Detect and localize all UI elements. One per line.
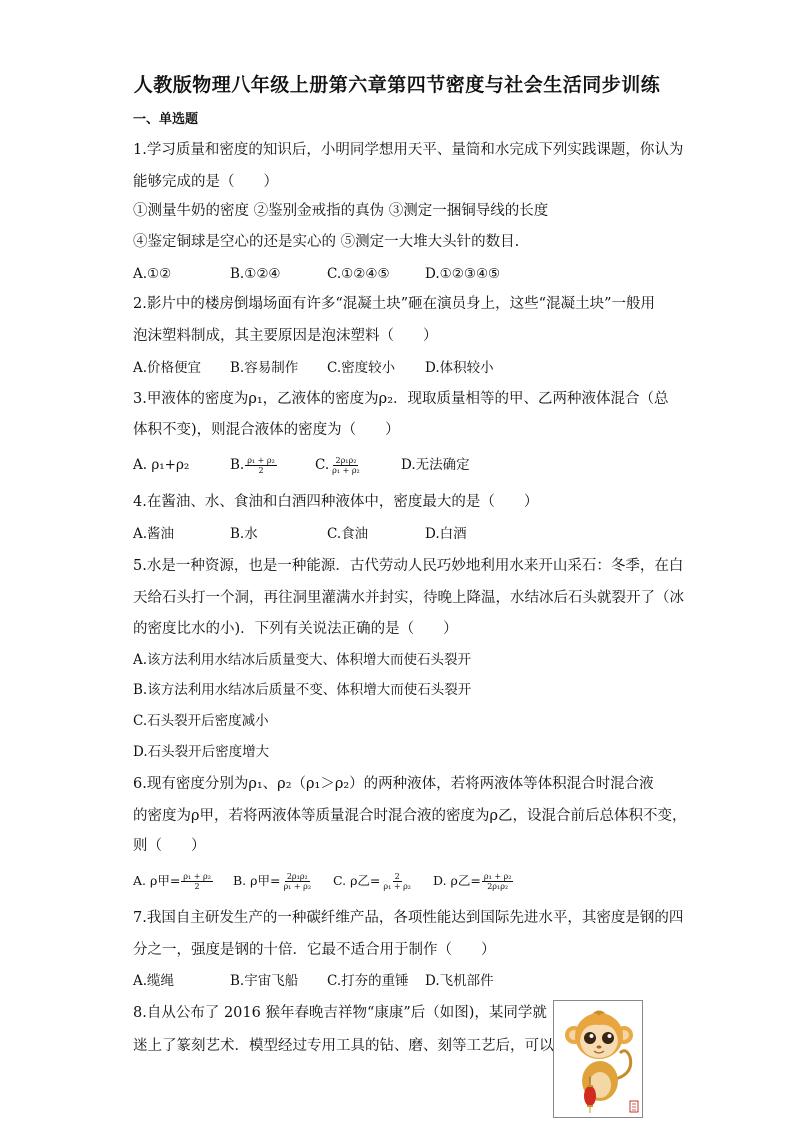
q6-option-c: [333, 871, 414, 891]
q1-option-d: D.①②③④⑤: [425, 266, 501, 282]
q6-option-c-label: C. ρ乙=: [333, 873, 381, 888]
fraction-numerator: ρ₁ + ρ₂: [183, 872, 211, 881]
q4-line-1: 4.在酱油、水、食油和白酒四种液体中，密度最大的是（ ）: [133, 494, 539, 510]
fraction-denominator: ρ₁ + ρ₂: [332, 466, 360, 475]
q8-line-1: 8.自从公布了 2016 猴年春晚吉祥物“康康”后（如图)，某同学就: [133, 1005, 547, 1021]
q6-option-b-label: B. ρ甲=: [233, 873, 281, 888]
fraction-numerator: 2: [394, 872, 400, 881]
q7-line-1: 7.我国自主研发生产的一种碳纤维产品，各项性能达到国际先进水平，其密度是钢的四: [133, 910, 684, 926]
q1-line-4: ④鉴定铜球是空心的还是实心的 ⑤测定一大堆大头针的数目.: [133, 234, 520, 250]
q6-option-a: [133, 871, 214, 891]
fraction-numerator: ρ₁ + ρ₂: [483, 872, 512, 881]
fraction-denominator: ρ₁ + ρ₂: [383, 882, 411, 891]
q5-option-d: D.石头裂开后密度增大: [133, 744, 270, 760]
q4-option-b: B.水: [230, 526, 258, 542]
fraction-numerator: ρ₁ + ρ₂: [247, 456, 275, 465]
q7-option-d: D.飞机部件: [425, 973, 494, 989]
q2-option-d: D.体积较小: [425, 360, 494, 376]
section-heading: 一、单选题: [133, 112, 199, 127]
q2-option-c: C.密度较小: [327, 360, 396, 376]
fraction-denominator: 2ρ₁ρ₂: [487, 882, 509, 891]
q2-option-a: A.价格便宜: [133, 360, 202, 376]
q3-option-d: D.无法确定: [401, 457, 470, 473]
q3-option-b: [230, 455, 278, 475]
q5-option-b: B.该方法利用水结冰后质量不变、体积增大而使石头裂开: [133, 682, 472, 698]
fraction-numerator: 2ρ₁ρ₂: [335, 456, 357, 465]
q8-line-2: 迷上了篆刻艺术．模型经过专用工具的钻、磨、刻等工艺后，可以: [133, 1038, 554, 1054]
q6-line-3: 则（ ）: [133, 838, 206, 854]
q6-option-d-fraction: [482, 872, 514, 891]
q2-line-2: 泡沫塑料制成，其主要原因是泡沫塑料（ ）: [133, 328, 438, 344]
monkey-illustration: [554, 1001, 642, 1117]
q6-option-b-fraction: [281, 872, 313, 891]
q6-option-c-fraction: [381, 872, 413, 891]
q3-option-c-label: C.: [315, 457, 330, 473]
q4-option-a: A.酱油: [133, 526, 175, 542]
q6-line-2: 的密度为ρ甲，若将两液体等质量混合时混合液的密度为ρ乙，设混合前后总体积不变，: [133, 808, 687, 824]
q4-option-d: D.白酒: [425, 526, 467, 542]
fraction-denominator: 2: [258, 466, 264, 475]
q2-option-b: B.容易制作: [230, 360, 299, 376]
q6-option-a-fraction: [181, 872, 213, 891]
q7-option-a: A.缆绳: [133, 973, 175, 989]
q6-option-a-label: A. ρ甲=: [133, 873, 181, 888]
q3-option-c-fraction: [330, 456, 362, 475]
q7-option-b: B.宇宙飞船: [230, 973, 299, 989]
q7-line-2: 分之一，强度是钢的十倍．它最不适合用于制作（ ）: [133, 942, 496, 958]
q6-option-d: [433, 871, 514, 891]
q3-line-1: 3.甲液体的密度为ρ₁，乙液体的密度为ρ₂．现取质量相等的甲、乙两种液体混合（总: [133, 391, 669, 407]
q3-line-2: 体积不变)，则混合液体的密度为（ ）: [133, 422, 400, 438]
q2-line-1: 2.影片中的楼房倒塌场面有许多“混凝土块”砸在演员身上，这些“混凝土块”一般用: [133, 296, 655, 312]
fraction-denominator: ρ₁ + ρ₂: [283, 882, 312, 891]
document-title: 人教版物理八年级上册第六章第四节密度与社会生活同步训练: [133, 74, 661, 96]
q6-option-d-label: D. ρ乙=: [433, 873, 481, 888]
q5-option-a: A.该方法利用水结冰后质量变大、体积增大而使石头裂开: [133, 652, 472, 668]
monkey-mascot-image: [553, 1000, 643, 1118]
q1-line-2: 能够完成的是（ ）: [133, 174, 278, 190]
q6-line-1: 6.现有密度分别为ρ₁、ρ₂（ρ₁＞ρ₂）的两种液体，若将两液体等体积混合时混合液: [133, 776, 654, 792]
q5-line-3: 的密度比水的小)．下列有关说法正确的是（ ）: [133, 621, 458, 637]
fraction-numerator: 2ρ₁ρ₂: [286, 872, 308, 881]
q1-option-a: A.①②: [133, 266, 172, 282]
q6-option-b: [233, 871, 314, 891]
q1-option-b: B.①②④: [230, 266, 281, 282]
q4-option-c: C.食油: [327, 526, 369, 542]
fraction-denominator: 2: [194, 882, 200, 891]
q3-option-b-label: B.: [230, 457, 245, 473]
q5-option-c: C.石头裂开后密度减小: [133, 713, 269, 729]
q1-line-1: 1.学习质量和密度的知识后，小明同学想用天平、量筒和水完成下列实践课题，你认为: [133, 142, 684, 158]
q3-option-c: [315, 455, 363, 475]
q7-option-c: C.打夯的重锤: [327, 973, 409, 989]
q1-option-c: C.①②④⑤: [327, 266, 390, 282]
q3-option-a: A. ρ₁+ρ₂: [133, 457, 190, 473]
q1-line-3: ①测量牛奶的密度 ②鉴别金戒指的真伪 ③测定一捆铜导线的长度: [133, 203, 549, 219]
q3-option-b-fraction: [245, 456, 277, 475]
q5-line-1: 5.水是一种资源，也是一种能源．古代劳动人民巧妙地利用水来开山采石：冬季，在白: [133, 558, 684, 574]
q5-line-2: 天给石头打一个洞，再往洞里灌满水并封实，待晚上降温，水结冰后石头就裂开了（冰: [133, 590, 684, 606]
